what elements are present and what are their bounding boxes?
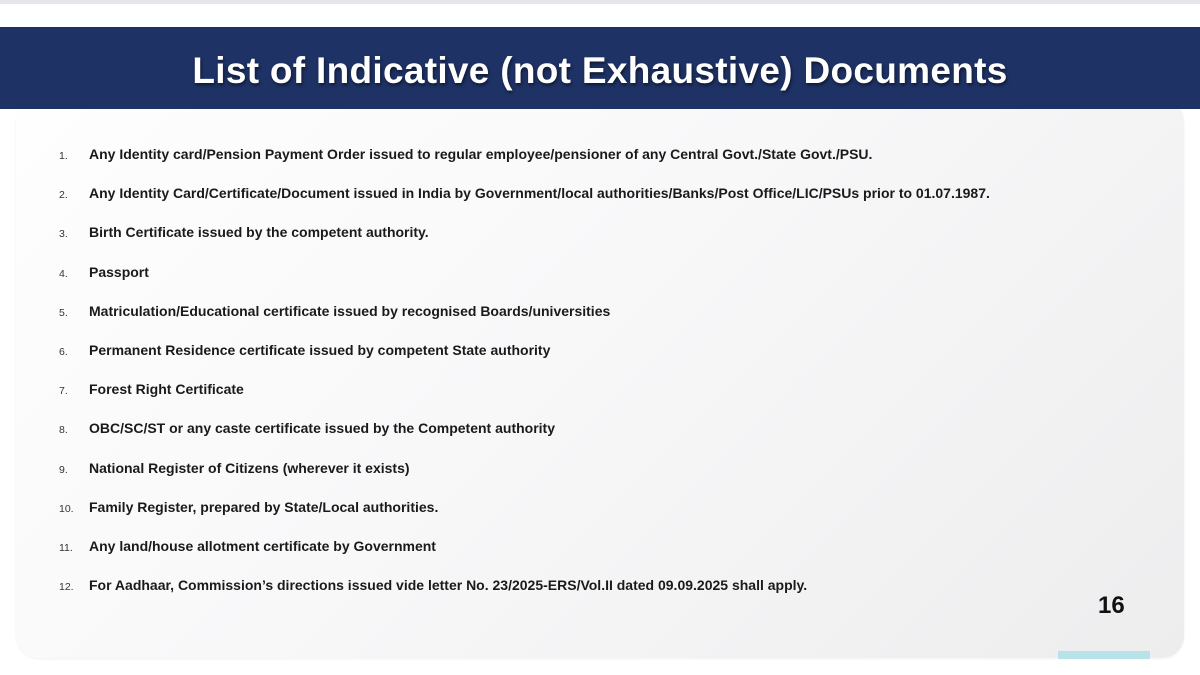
document-list [0,145,1200,615]
list-item [0,498,1200,537]
title-banner [0,27,1200,109]
list-item-text: Any land/house allotment certificate by Government [89,537,436,554]
list-item [0,576,1200,615]
list-item-text: Passport [89,263,149,280]
list-item [0,302,1200,341]
list-item-text: Birth Certificate issued by the competent authority. [89,224,429,241]
list-item-number: 9. [59,463,68,476]
list-item [0,380,1200,419]
list-item-text: Any Identity Card/Certificate/Document issued in India by Government/local authorities/Banks/Post Office/LIC/PSUs prior to 01.07.1987. [89,185,990,202]
list-item-number: 1. [59,150,68,162]
list-item [0,263,1200,302]
list-item-text: Family Register, prepared by State/Local authorities. [89,498,439,515]
list-item-text: OBC/SC/ST or any caste certificate issued by the Competent authority [89,420,555,437]
list-item [0,341,1200,380]
list-item-number: 6. [59,345,68,358]
list-item-text: Any Identity card/Pension Payment Order issued to regular employee/pensioner of any Central Govt./State Govt./PSU. [89,146,873,162]
list-item-number: 8. [59,424,68,437]
top-divider [0,0,1200,4]
list-item [0,184,1200,223]
list-item-text: Matriculation/Educational certificate issued by recognised Boards/universities [89,302,611,319]
list-item [0,459,1200,498]
list-item [0,223,1200,262]
list-item-text: Permanent Residence certificate issued by competent State authority [89,341,551,358]
list-item [0,145,1200,184]
list-item-number: 5. [59,306,68,319]
page-number: 16 [1098,592,1125,619]
accent-bar [1058,651,1150,659]
list-item [0,537,1200,576]
list-item [0,419,1200,458]
list-item-number: 12. [59,581,74,594]
list-item-number: 10. [59,502,74,515]
list-item-number: 7. [59,385,68,398]
list-item-text: For Aadhaar, Commission’s directions issued vide letter No. 23/2025-ERS/Vol.II dated 09.09.2025 shall apply. [89,577,808,594]
list-item-number: 4. [59,267,68,280]
list-item-text: Forest Right Certificate [89,381,244,398]
list-item-number: 2. [59,189,68,202]
list-item-number: 11. [59,541,73,554]
slide-title: List of Indicative (not Exhaustive) Documents [192,50,1008,91]
list-item-number: 3. [59,228,68,241]
list-item-text: National Register of Citizens (wherever it exists) [89,459,410,476]
